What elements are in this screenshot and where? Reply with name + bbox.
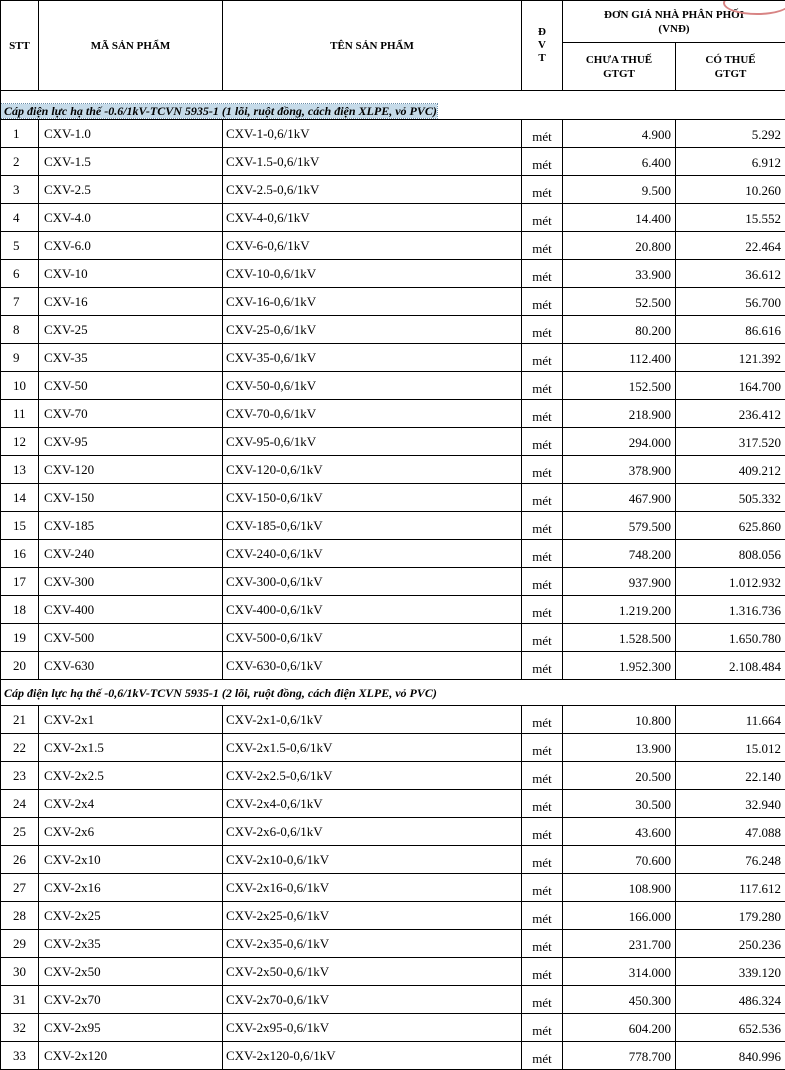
cell-product-code: CXV-25 (39, 316, 223, 344)
cell-unit: mét (522, 624, 563, 652)
cell-stt: 27 (1, 874, 39, 902)
table-body (1, 91, 785, 1070)
cell-unit: mét (522, 120, 563, 148)
table-row (1, 986, 785, 1014)
cell-stt: 23 (1, 762, 39, 790)
cell-price-pre-tax: 778.700 (563, 1042, 676, 1070)
cell-stt: 16 (1, 540, 39, 568)
cell-product-name: CXV-500-0,6/1kV (223, 624, 522, 652)
section-row (1, 91, 785, 120)
cell-stt: 3 (1, 176, 39, 204)
cell-stt: 17 (1, 568, 39, 596)
cell-stt: 15 (1, 512, 39, 540)
cell-stt: 12 (1, 428, 39, 456)
cell-unit: mét (522, 790, 563, 818)
cell-product-code: CXV-2x50 (39, 958, 223, 986)
cell-product-code: CXV-2x25 (39, 902, 223, 930)
table-row (1, 344, 785, 372)
cell-stt: 18 (1, 596, 39, 624)
cell-price-with-tax: 22.464 (676, 232, 785, 260)
cell-stt: 29 (1, 930, 39, 958)
cell-price-pre-tax: 231.700 (563, 930, 676, 958)
cell-product-name: CXV-2x1.5-0,6/1kV (223, 734, 522, 762)
cell-product-code: CXV-185 (39, 512, 223, 540)
cell-price-with-tax: 56.700 (676, 288, 785, 316)
cell-stt: 10 (1, 372, 39, 400)
cell-price-with-tax: 505.332 (676, 484, 785, 512)
cell-unit: mét (522, 260, 563, 288)
cell-price-with-tax: 840.996 (676, 1042, 785, 1070)
cell-stt: 25 (1, 818, 39, 846)
cell-product-name: CXV-1.5-0,6/1kV (223, 148, 522, 176)
cell-stt: 31 (1, 986, 39, 1014)
cell-unit: mét (522, 652, 563, 680)
cell-stt: 32 (1, 1014, 39, 1042)
cell-stt: 20 (1, 652, 39, 680)
cell-unit: mét (522, 958, 563, 986)
table-row (1, 902, 785, 930)
cell-unit: mét (522, 1014, 563, 1042)
cell-product-name: CXV-2x4-0,6/1kV (223, 790, 522, 818)
cell-price-pre-tax: 467.900 (563, 484, 676, 512)
cell-stt: 26 (1, 846, 39, 874)
cell-price-pre-tax: 14.400 (563, 204, 676, 232)
table-row (1, 120, 785, 148)
cell-unit: mét (522, 846, 563, 874)
cell-product-name: CXV-185-0,6/1kV (223, 512, 522, 540)
cell-product-code: CXV-1.5 (39, 148, 223, 176)
header-with-tax-line: GTGT (715, 68, 747, 80)
cell-product-name: CXV-2x25-0,6/1kV (223, 902, 522, 930)
table-row (1, 204, 785, 232)
cell-product-code: CXV-500 (39, 624, 223, 652)
cell-stt: 30 (1, 958, 39, 986)
cell-price-pre-tax: 33.900 (563, 260, 676, 288)
cell-price-with-tax: 164.700 (676, 372, 785, 400)
table-row (1, 706, 785, 734)
cell-unit: mét (522, 818, 563, 846)
cell-stt: 24 (1, 790, 39, 818)
header-unit-line: V (538, 39, 546, 51)
cell-price-pre-tax: 30.500 (563, 790, 676, 818)
cell-price-pre-tax: 10.800 (563, 706, 676, 734)
cell-stt: 5 (1, 232, 39, 260)
cell-price-pre-tax: 43.600 (563, 818, 676, 846)
table-row (1, 148, 785, 176)
table-row (1, 400, 785, 428)
table-row (1, 846, 785, 874)
cell-price-with-tax: 652.536 (676, 1014, 785, 1042)
cell-price-with-tax: 1.316.736 (676, 596, 785, 624)
header-product-name: TÊN SẢN PHẨM (223, 1, 522, 91)
cell-product-code: CXV-400 (39, 596, 223, 624)
cell-price-with-tax: 117.612 (676, 874, 785, 902)
cell-unit: mét (522, 148, 563, 176)
cell-product-name: CXV-2x35-0,6/1kV (223, 930, 522, 958)
cell-price-with-tax: 47.088 (676, 818, 785, 846)
cell-price-pre-tax: 20.500 (563, 762, 676, 790)
cell-price-pre-tax: 152.500 (563, 372, 676, 400)
cell-product-name: CXV-25-0,6/1kV (223, 316, 522, 344)
cell-unit: mét (522, 176, 563, 204)
cell-price-pre-tax: 166.000 (563, 902, 676, 930)
cell-product-name: CXV-95-0,6/1kV (223, 428, 522, 456)
cell-price-pre-tax: 70.600 (563, 846, 676, 874)
cell-price-with-tax: 179.280 (676, 902, 785, 930)
table-row (1, 1014, 785, 1042)
cell-price-with-tax: 76.248 (676, 846, 785, 874)
cell-price-with-tax: 236.412 (676, 400, 785, 428)
cell-price-pre-tax: 937.900 (563, 568, 676, 596)
cell-unit: mét (522, 762, 563, 790)
cell-unit: mét (522, 456, 563, 484)
cell-price-pre-tax: 450.300 (563, 986, 676, 1014)
cell-stt: 2 (1, 148, 39, 176)
cell-price-pre-tax: 20.800 (563, 232, 676, 260)
header-pre-tax-line: GTGT (603, 68, 635, 80)
cell-product-name: CXV-35-0,6/1kV (223, 344, 522, 372)
table-row (1, 958, 785, 986)
cell-product-name: CXV-2x10-0,6/1kV (223, 846, 522, 874)
cell-product-code: CXV-2x4 (39, 790, 223, 818)
table-row (1, 930, 785, 958)
table-row (1, 624, 785, 652)
cell-price-pre-tax: 1.219.200 (563, 596, 676, 624)
table-row (1, 512, 785, 540)
cell-stt: 22 (1, 734, 39, 762)
cell-product-name: CXV-16-0,6/1kV (223, 288, 522, 316)
cell-price-pre-tax: 4.900 (563, 120, 676, 148)
table-row (1, 652, 785, 680)
cell-stt: 13 (1, 456, 39, 484)
cell-price-pre-tax: 314.000 (563, 958, 676, 986)
cell-product-code: CXV-70 (39, 400, 223, 428)
section-title-cell (1, 680, 785, 706)
cell-unit: mét (522, 568, 563, 596)
cell-product-name: CXV-2x70-0,6/1kV (223, 986, 522, 1014)
table-row (1, 372, 785, 400)
cell-unit: mét (522, 372, 563, 400)
cell-price-with-tax: 22.140 (676, 762, 785, 790)
cell-product-name: CXV-6-0,6/1kV (223, 232, 522, 260)
cell-price-pre-tax: 112.400 (563, 344, 676, 372)
cell-product-name: CXV-70-0,6/1kV (223, 400, 522, 428)
table-row (1, 260, 785, 288)
cell-price-pre-tax: 13.900 (563, 734, 676, 762)
cell-product-name: CXV-2x16-0,6/1kV (223, 874, 522, 902)
cell-unit: mét (522, 484, 563, 512)
cell-product-name: CXV-2x120-0,6/1kV (223, 1042, 522, 1070)
cell-product-code: CXV-2x120 (39, 1042, 223, 1070)
table-row (1, 540, 785, 568)
cell-price-with-tax: 121.392 (676, 344, 785, 372)
cell-product-name: CXV-120-0,6/1kV (223, 456, 522, 484)
cell-price-with-tax: 5.292 (676, 120, 785, 148)
table-row (1, 596, 785, 624)
cell-product-code: CXV-16 (39, 288, 223, 316)
cell-price-pre-tax: 1.528.500 (563, 624, 676, 652)
section-title: Cáp điện lực hạ thế -0.6/1kV-TCVN 5935-1 (1 lõi, ruột đồng, cách điện XLPE, vỏ PVC) (1, 104, 437, 118)
table-row (1, 484, 785, 512)
cell-unit: mét (522, 540, 563, 568)
cell-product-code: CXV-2x2.5 (39, 762, 223, 790)
cell-product-name: CXV-1-0,6/1kV (223, 120, 522, 148)
cell-product-code: CXV-150 (39, 484, 223, 512)
table-row (1, 428, 785, 456)
cell-price-with-tax: 808.056 (676, 540, 785, 568)
table-row (1, 734, 785, 762)
cell-stt: 28 (1, 902, 39, 930)
table-row (1, 568, 785, 596)
cell-unit: mét (522, 986, 563, 1014)
section-title: Cáp điện lực hạ thế -0,6/1kV-TCVN 5935-1 (2 lõi, ruột đồng, cách điện XLPE, vỏ PVC) (1, 686, 437, 700)
cell-product-code: CXV-95 (39, 428, 223, 456)
cell-product-code: CXV-120 (39, 456, 223, 484)
cell-price-with-tax: 317.520 (676, 428, 785, 456)
header-unit-line: T (538, 52, 545, 64)
cell-unit: mét (522, 232, 563, 260)
cell-product-code: CXV-2x16 (39, 874, 223, 902)
cell-product-name: CXV-2x1-0,6/1kV (223, 706, 522, 734)
cell-product-code: CXV-35 (39, 344, 223, 372)
cell-stt: 4 (1, 204, 39, 232)
cell-stt: 8 (1, 316, 39, 344)
cell-stt: 6 (1, 260, 39, 288)
cell-product-name: CXV-2x95-0,6/1kV (223, 1014, 522, 1042)
cell-price-pre-tax: 604.200 (563, 1014, 676, 1042)
cell-price-with-tax: 11.664 (676, 706, 785, 734)
cell-stt: 21 (1, 706, 39, 734)
cell-product-name: CXV-2x50-0,6/1kV (223, 958, 522, 986)
cell-product-code: CXV-630 (39, 652, 223, 680)
header-price-group (563, 1, 785, 43)
cell-unit: mét (522, 734, 563, 762)
cell-product-code: CXV-50 (39, 372, 223, 400)
cell-price-pre-tax: 579.500 (563, 512, 676, 540)
cell-product-name: CXV-10-0,6/1kV (223, 260, 522, 288)
cell-stt: 11 (1, 400, 39, 428)
table-row (1, 1042, 785, 1070)
table-row (1, 790, 785, 818)
cell-product-code: CXV-2x70 (39, 986, 223, 1014)
cell-price-pre-tax: 6.400 (563, 148, 676, 176)
cell-product-code: CXV-2.5 (39, 176, 223, 204)
cell-product-name: CXV-2x2.5-0,6/1kV (223, 762, 522, 790)
table-row (1, 818, 785, 846)
cell-product-code: CXV-6.0 (39, 232, 223, 260)
header-with-tax (676, 43, 785, 91)
cell-product-code: CXV-10 (39, 260, 223, 288)
cell-product-name: CXV-50-0,6/1kV (223, 372, 522, 400)
header-pre-tax-line: CHƯA THUẾ (586, 54, 652, 66)
cell-price-pre-tax: 80.200 (563, 316, 676, 344)
header-price-title: ĐƠN GIÁ NHÀ PHÂN PHỐI (604, 9, 744, 21)
header-pre-tax (563, 43, 676, 91)
cell-stt: 19 (1, 624, 39, 652)
cell-product-name: CXV-2x6-0,6/1kV (223, 818, 522, 846)
cell-price-with-tax: 15.552 (676, 204, 785, 232)
cell-product-name: CXV-4-0,6/1kV (223, 204, 522, 232)
cell-product-code: CXV-4.0 (39, 204, 223, 232)
header-product-code: MÃ SẢN PHẨM (39, 1, 223, 91)
cell-unit: mét (522, 512, 563, 540)
table-row (1, 232, 785, 260)
cell-product-code: CXV-2x1 (39, 706, 223, 734)
cell-stt: 1 (1, 120, 39, 148)
cell-price-pre-tax: 218.900 (563, 400, 676, 428)
cell-unit: mét (522, 316, 563, 344)
cell-product-name: CXV-630-0,6/1kV (223, 652, 522, 680)
cell-price-with-tax: 15.012 (676, 734, 785, 762)
cell-unit: mét (522, 706, 563, 734)
cell-price-pre-tax: 9.500 (563, 176, 676, 204)
table-row (1, 762, 785, 790)
header-price-unit: (VNĐ) (658, 23, 689, 35)
cell-price-with-tax: 339.120 (676, 958, 785, 986)
table-row (1, 456, 785, 484)
cell-product-name: CXV-240-0,6/1kV (223, 540, 522, 568)
header-stt: STT (1, 1, 39, 91)
cell-unit: mét (522, 902, 563, 930)
cell-price-pre-tax: 378.900 (563, 456, 676, 484)
cell-unit: mét (522, 596, 563, 624)
cell-stt: 14 (1, 484, 39, 512)
table-row (1, 288, 785, 316)
cell-product-code: CXV-2x1.5 (39, 734, 223, 762)
section-title-cell (1, 91, 785, 120)
cell-price-with-tax: 486.324 (676, 986, 785, 1014)
cell-stt: 33 (1, 1042, 39, 1070)
cell-price-with-tax: 10.260 (676, 176, 785, 204)
table-row (1, 176, 785, 204)
cell-price-pre-tax: 294.000 (563, 428, 676, 456)
cell-price-pre-tax: 108.900 (563, 874, 676, 902)
cell-unit: mét (522, 344, 563, 372)
cell-product-code: CXV-2x35 (39, 930, 223, 958)
cell-unit: mét (522, 204, 563, 232)
cell-price-with-tax: 1.650.780 (676, 624, 785, 652)
cell-price-pre-tax: 748.200 (563, 540, 676, 568)
cell-unit: mét (522, 874, 563, 902)
cell-price-pre-tax: 52.500 (563, 288, 676, 316)
cell-product-name: CXV-400-0,6/1kV (223, 596, 522, 624)
cell-product-name: CXV-150-0,6/1kV (223, 484, 522, 512)
section-row (1, 680, 785, 706)
header-unit (522, 1, 563, 91)
cell-product-name: CXV-2.5-0,6/1kV (223, 176, 522, 204)
cell-unit: mét (522, 930, 563, 958)
cell-product-code: CXV-2x95 (39, 1014, 223, 1042)
cell-product-name: CXV-300-0,6/1kV (223, 568, 522, 596)
cell-unit: mét (522, 1042, 563, 1070)
cell-price-with-tax: 250.236 (676, 930, 785, 958)
cell-price-with-tax: 32.940 (676, 790, 785, 818)
cell-product-code: CXV-1.0 (39, 120, 223, 148)
table-row (1, 316, 785, 344)
cell-product-code: CXV-2x6 (39, 818, 223, 846)
table-row (1, 874, 785, 902)
cell-price-with-tax: 409.212 (676, 456, 785, 484)
cell-unit: mét (522, 400, 563, 428)
cell-product-code: CXV-2x10 (39, 846, 223, 874)
cell-price-with-tax: 6.912 (676, 148, 785, 176)
header-with-tax-line: CÓ THUẾ (705, 54, 755, 66)
cell-stt: 7 (1, 288, 39, 316)
cell-unit: mét (522, 428, 563, 456)
cell-price-with-tax: 86.616 (676, 316, 785, 344)
cell-unit: mét (522, 288, 563, 316)
cell-price-with-tax: 2.108.484 (676, 652, 785, 680)
cell-price-with-tax: 625.860 (676, 512, 785, 540)
cell-price-with-tax: 1.012.932 (676, 568, 785, 596)
cell-product-code: CXV-240 (39, 540, 223, 568)
header-unit-line: Đ (538, 26, 546, 38)
cell-stt: 9 (1, 344, 39, 372)
cell-product-code: CXV-300 (39, 568, 223, 596)
cell-price-pre-tax: 1.952.300 (563, 652, 676, 680)
cell-price-with-tax: 36.612 (676, 260, 785, 288)
